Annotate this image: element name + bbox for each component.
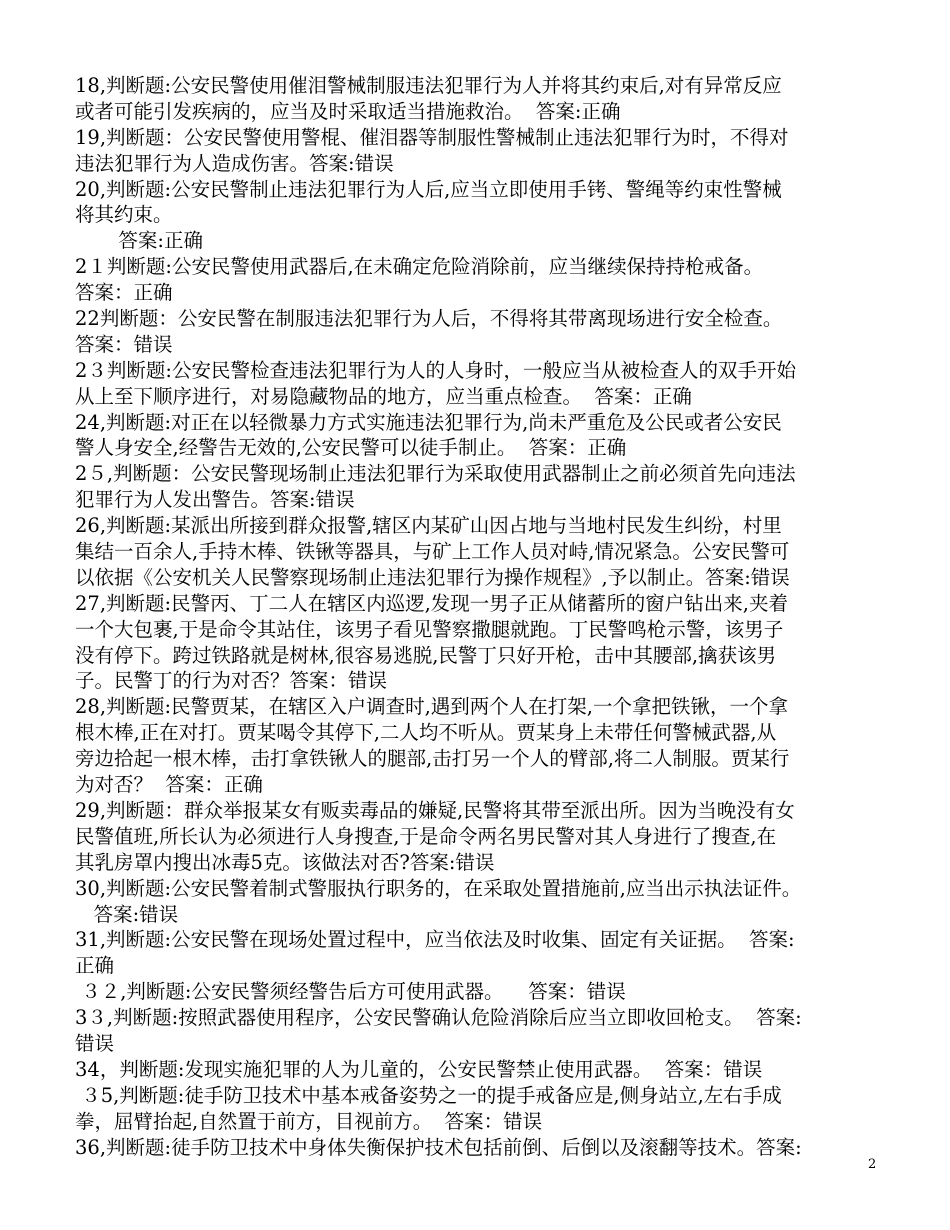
text-line: 28,判断题:民警贾某，在辖区入户调查时,遇到两个人在打架,一个拿把铁锹，一个拿 — [75, 695, 788, 719]
text-line: 答案:正确 — [75, 229, 203, 253]
text-line: 错误 — [75, 1031, 115, 1055]
text-line: 24,判断题:对正在以轻微暴力方式实施违法犯罪行为,尚未严重危及公民或者公安民 — [75, 410, 782, 434]
text-line: 民警值班,所长认为必须进行人身搜查,于是命令两名男民警对其人身进行了搜查,在 — [75, 824, 777, 848]
text-line: 2３判断题:公安民警检查违法犯罪行为人的人身时，一般应当从被检查人的双手开始 — [75, 358, 796, 382]
text-line: 30,判断题:公安民警着制式警服执行职务的，在采取处置措施前,应当出示执法证件。 — [75, 876, 802, 900]
text-line: 根木棒,正在对打。贾某喝令其停下,二人均不听从。贾某身上未带任何警械武器,从 — [75, 721, 777, 745]
text-line: 2１判断题:公安民警使用武器后,在未确定危险消除前，应当继续保持持枪戒备。 — [75, 255, 764, 279]
text-line: 27,判断题:民警丙、丁二人在辖区内巡逻,发现一男子正从储蓄所的窗户钻出来,夹着 — [75, 591, 788, 615]
text-line: 旁边拾起一根木棒，击打拿铁锹人的腿部,击打另一个人的臂部,将二人制服。贾某行 — [75, 747, 790, 771]
text-line: 18,判断题:公安民警使用催泪警械制服违法犯罪行为人并将其约束后,对有异常反应 — [75, 74, 782, 97]
text-line: 违法犯罪行为人造成伤害。答案:错误 — [75, 151, 394, 175]
text-line: 将其约束。 — [75, 203, 173, 227]
text-line: 26,判断题:某派出所接到群众报警,辖区内某矿山因占地与当地村民发生纠纷，村里 — [75, 514, 782, 538]
text-line: 36,判断题:徒手防卫技术中身体失衡保护技术包括前倒、后倒以及滚翻等技术。答案: — [75, 1135, 802, 1159]
text-line: 2５,判断题：公安民警现场制止违法犯罪行为采取使用武器制止之前必须首先向违法 — [75, 462, 796, 486]
text-line: 或者可能引发疾病的，应当及时采取适当措施救治。 答案:正确 — [75, 99, 621, 123]
page-number: 2 — [868, 1157, 877, 1172]
text-line: 答案:错误 — [75, 902, 179, 926]
text-line: 3３,判断题:按照武器使用程序，公安民警确认危险消除后应当立即收回枪支。 答案: — [75, 1006, 802, 1030]
text-line: 从上至下顺序进行，对易隐藏物品的地方，应当重点检查。 答案：正确 — [75, 384, 692, 408]
text-line: 一个大包裹,于是命令其站住，该男子看见警察撒腿就跑。丁民警鸣枪示警，该男子 — [75, 617, 784, 641]
text-line: 子。民警丁的行为对否？答案：错误 — [75, 669, 388, 693]
text-line: 31,判断题:公安民警在现场处置过程中，应当依法及时收集、固定有关证据。 答案: — [75, 928, 795, 952]
text-line: 29,判断题：群众举报某女有贩卖毒品的嫌疑,民警将其带至派出所。因为当晚没有女 — [75, 798, 795, 822]
text-line: 为对否？ 答案：正确 — [75, 773, 263, 797]
text-line: 警人身安全,经警告无效的,公安民警可以徒手制止。 答案：正确 — [75, 436, 627, 460]
text-line: 正确 — [75, 954, 115, 978]
question-list — [75, 73, 890, 1160]
text-line: 以依据《公安机关人民警察现场制止违法犯罪行为操作规程》,予以制止。答案:错误 — [75, 565, 790, 589]
text-line: 19,判断题：公安民警使用警棍、催泪器等制服性警械制止违法犯罪行为时，不得对 — [75, 125, 789, 149]
text-line: 答案：错误 — [75, 332, 173, 356]
text-line: 没有停下。跨过铁路就是树林,很容易逃脱,民警丁只好开枪，击中其腰部,擒获该男 — [75, 643, 777, 667]
text-line: 答案：正确 — [75, 281, 173, 305]
text-line: 22判断题：公安民警在制服违法犯罪行为人后，不得将其带离现场进行安全检查。 — [75, 307, 783, 331]
text-line: 犯罪行为人发出警告。答案:错误 — [75, 488, 355, 512]
text-line: 34，判断题:发现实施犯罪的人为儿童的，公安民警禁止使用武器。 答案：错误 — [75, 1057, 763, 1081]
text-line: 其乳房罩内搜出冰毒5克。该做法对否?答案:错误 — [75, 850, 495, 874]
text-line: ３5,判断题:徒手防卫技术中基本戒备姿势之一的提手戒备应是,侧身站立,左右手成 — [75, 1083, 782, 1107]
text-line: 拳，屈臂抬起,自然置于前方，目视前方。 答案：错误 — [75, 1109, 543, 1133]
text-line: ３２,判断题:公安民警须经警告后方可使用武器。 答案：错误 — [75, 980, 626, 1004]
text-line: 集结一百余人,手持木棒、铁锹等器具，与矿上工作人员对峙,情况紧急。公安民警可 — [75, 540, 790, 564]
text-line: 20,判断题:公安民警制止违法犯罪行为人后,应当立即使用手铐、警绳等约束性警械 — [75, 177, 782, 201]
